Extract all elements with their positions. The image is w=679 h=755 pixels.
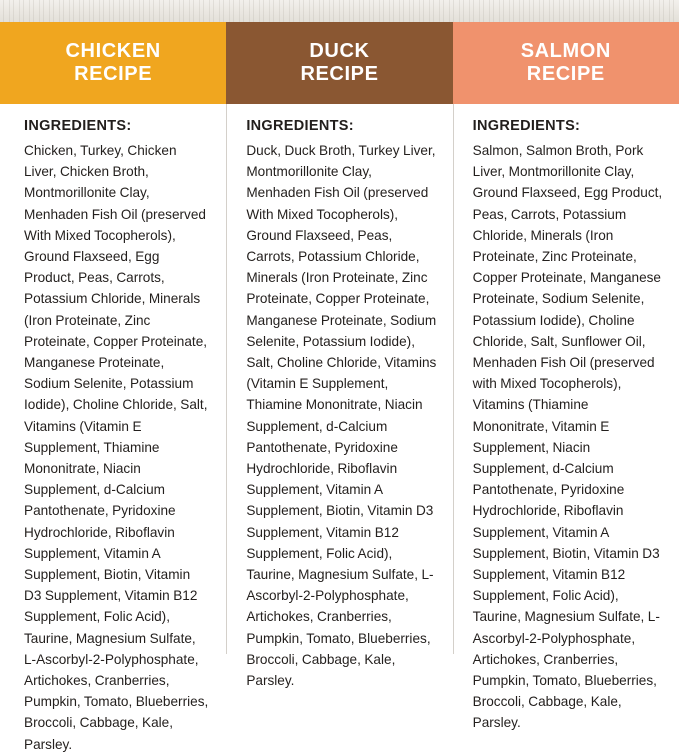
recipe-title-duck-line1: DUCK: [309, 40, 370, 62]
recipe-column-duck: [226, 22, 452, 689]
ingredients-label-chicken: INGREDIENTS:: [24, 118, 132, 134]
recipe-title-duck: [300, 40, 378, 86]
column-divider-left-salmon: [453, 104, 454, 654]
column-divider-left-duck: [226, 104, 227, 654]
recipe-body-salmon: [453, 104, 679, 734]
recipe-column-chicken: [0, 22, 226, 752]
ingredients-text-duck: Duck, Duck Broth, Turkey Liver, Montmorillonite Clay, Menhaden Fish Oil (preserved With Mixed Tocopherols), Ground Flaxseed, Peas, Carrots, Potassium Chloride, Minerals (Iron Proteinate, Zinc Proteinate, Copper Proteinate, Manganese Proteinate, Sodium Selenite, Potassium Iodide), Salt, Choline Chloride, Vitamins (Vitamin E Supplement, Thiamine Mononitrate, Niacin Supplement, d-Calcium Pantothenate, Pyridoxine Hydrochloride, Riboflavin Supplement, Vitamin A Supplement, Biotin, Vitamin D3 Supplement, Vitamin B12 Supplement, Folic Acid), Taurine, Magnesium Sulfate, L-Ascorbyl-2-Polyphosphate, Artichokes, Cranberries, Pumpkin, Tomato, Blueberries, Broccoli, Cabbage, Kale, Parsley.: [246, 143, 437, 689]
ingredients-text-chicken: Chicken, Turkey, Chicken Liver, Chicken Broth, Montmorillonite Clay, Menhaden Fish Oil (preserved With Mixed Tocopherols), Ground Flaxseed, Egg Product, Peas, Carrots, Potassium Chloride, Minerals (Iron Proteinate, Zinc Proteinate, Copper Proteinate, Manganese Proteinate, Sodium Selenite, Potassium Iodide), Choline Chloride, Salt, Vitamins (Vitamin E Supplement, Thiamine Mononitrate, Niacin Supplement, d-Calcium Pantothenate, Pyridoxine Hydrochloride, Riboflavin Supplement, Vitamin A Supplement, Biotin, Vitamin D3 Supplement, Vitamin B12 Supplement, Folic Acid), Taurine, Magnesium Sulfate, L-Ascorbyl-2-Polyphosphate, Artichokes, Cranberries, Pumpkin, Tomato, Blueberries, Broccoli, Cabbage, Kale, Parsley.: [24, 143, 209, 752]
recipe-columns: [0, 22, 679, 752]
recipe-title-chicken-line1: CHICKEN: [65, 40, 161, 62]
recipe-body-duck: [226, 104, 452, 691]
recipe-header-duck: [226, 22, 452, 104]
recipe-body-chicken: [0, 104, 226, 755]
recipe-title-salmon-line2: RECIPE: [526, 63, 605, 85]
recipe-title-salmon-line1: SALMON: [520, 40, 611, 62]
recipe-title-salmon: [521, 40, 611, 86]
recipe-header-chicken: [0, 22, 226, 104]
recipe-title-duck-line2: RECIPE: [300, 63, 379, 85]
wood-grain-texture: [0, 0, 679, 22]
ingredients-label-salmon: INGREDIENTS:: [472, 118, 581, 134]
ingredients-label-duck: INGREDIENTS:: [246, 118, 354, 134]
ingredients-text-salmon: Salmon, Salmon Broth, Pork Liver, Montmorillonite Clay, Ground Flaxseed, Egg Product, Peas, Carrots, Potassium Chloride, Minerals (Iron Proteinate, Zinc Proteinate, Copper Proteinate, Manganese Proteinate, Sodium Selenite, Potassium Iodide), Choline Chloride, Salt, Sunflower Oil, Menhaden Fish Oil (preserved with Mixed Tocopherols), Vitamins (Thiamine Mononitrate, Vitamin E Supplement, Niacin Supplement, d-Calcium Pantothenate, Pyridoxine Hydrochloride, Riboflavin Supplement, Vitamin A Supplement, Biotin, Vitamin D3 Supplement, Vitamin B12 Supplement, Folic Acid), Taurine, Magnesium Sulfate, L-Ascorbyl-2-Polyphosphate, Artichokes, Cranberries, Pumpkin, Tomato, Blueberries, Broccoli, Cabbage, Kale, Parsley.: [472, 143, 663, 731]
recipe-column-salmon: [453, 22, 679, 731]
decorative-top-strip: [0, 0, 679, 22]
recipe-header-salmon: [453, 22, 679, 104]
recipe-title-chicken-line2: RECIPE: [74, 63, 153, 85]
recipe-title-chicken: [66, 40, 161, 86]
